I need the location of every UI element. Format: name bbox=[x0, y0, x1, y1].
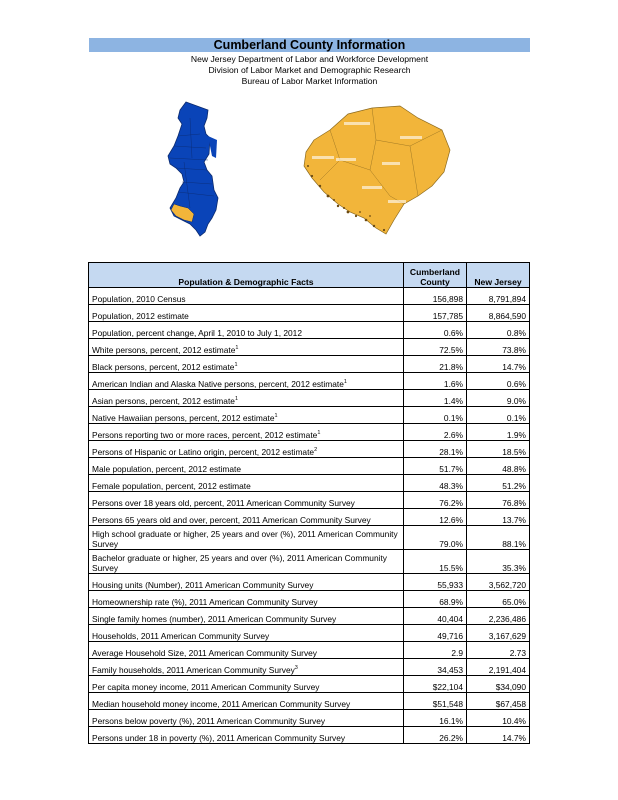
state-value: 3,167,629 bbox=[467, 625, 530, 642]
state-value: 18.5% bbox=[467, 441, 530, 458]
row-label bbox=[89, 693, 404, 710]
row-label-text: Persons reporting two or more races, percent, 2012 estimate bbox=[92, 430, 318, 440]
footnote-marker: 2 bbox=[314, 447, 318, 454]
subtitle-bureau: Bureau of Labor Market Information bbox=[241, 76, 378, 86]
row-label bbox=[89, 676, 404, 693]
row-label bbox=[89, 659, 404, 676]
table-row bbox=[89, 322, 530, 339]
state-value: 65.0% bbox=[467, 591, 530, 608]
row-label-text: Population, 2010 Census bbox=[92, 294, 186, 304]
state-value: 0.1% bbox=[467, 407, 530, 424]
row-label-text: Single family homes (number), 2011 American Community Survey bbox=[92, 614, 337, 624]
table-row bbox=[89, 642, 530, 659]
table-row bbox=[89, 441, 530, 458]
table-row bbox=[89, 676, 530, 693]
row-label bbox=[89, 608, 404, 625]
row-label bbox=[89, 288, 404, 305]
maps bbox=[160, 98, 460, 248]
row-label bbox=[89, 356, 404, 373]
row-label bbox=[89, 492, 404, 509]
table-row bbox=[89, 574, 530, 591]
row-label-text: High school graduate or higher, 25 years and over (%), 2011 American Community Survey bbox=[92, 529, 398, 549]
county-value: 21.8% bbox=[404, 356, 467, 373]
row-label-text: Persons below poverty (%), 2011 American Community Survey bbox=[92, 716, 326, 726]
table-row bbox=[89, 458, 530, 475]
state-value: 88.1% bbox=[467, 526, 530, 550]
row-label-text: Female population, percent, 2012 estimate bbox=[92, 481, 251, 491]
table-row bbox=[89, 625, 530, 642]
table-row bbox=[89, 550, 530, 574]
row-label-text: Population, percent change, April 1, 2010 to July 1, 2012 bbox=[92, 328, 302, 338]
county-value: 157,785 bbox=[404, 305, 467, 322]
county-value: 40,404 bbox=[404, 608, 467, 625]
row-label bbox=[89, 458, 404, 475]
row-label-text: Asian persons, percent, 2012 estimate bbox=[92, 396, 235, 406]
table-row bbox=[89, 305, 530, 322]
state-value: $67,458 bbox=[467, 693, 530, 710]
row-label bbox=[89, 550, 404, 574]
county-value: 76.2% bbox=[404, 492, 467, 509]
county-value: 79.0% bbox=[404, 526, 467, 550]
state-value: 48.8% bbox=[467, 458, 530, 475]
row-label bbox=[89, 424, 404, 441]
table-header-row bbox=[89, 263, 530, 288]
state-value: 13.7% bbox=[467, 509, 530, 526]
row-label-text: Bachelor graduate or higher, 25 years and over (%), 2011 American Community Survey bbox=[92, 553, 387, 573]
county-value: 72.5% bbox=[404, 339, 467, 356]
row-label bbox=[89, 390, 404, 407]
nj-map-icon bbox=[168, 102, 218, 236]
row-label-text: Population, 2012 estimate bbox=[92, 311, 189, 321]
row-label-text: Median household money income, 2011 American Community Survey bbox=[92, 699, 351, 709]
col-header-county: Cumberland County bbox=[404, 263, 467, 288]
row-label bbox=[89, 339, 404, 356]
footnote-marker: 1 bbox=[343, 379, 347, 386]
row-label bbox=[89, 574, 404, 591]
demographic-facts-table bbox=[88, 262, 530, 744]
state-value: 2,191,404 bbox=[467, 659, 530, 676]
row-label-text: Native Hawaiian persons, percent, 2012 estimate bbox=[92, 413, 275, 423]
county-value: $22,104 bbox=[404, 676, 467, 693]
state-value: 35.3% bbox=[467, 550, 530, 574]
county-value: 48.3% bbox=[404, 475, 467, 492]
footnote-marker: 1 bbox=[235, 345, 239, 352]
row-label bbox=[89, 625, 404, 642]
county-value: 16.1% bbox=[404, 710, 467, 727]
row-label-text: Persons 65 years old and over, percent, 2011 American Community Survey bbox=[92, 515, 371, 525]
county-value: $51,548 bbox=[404, 693, 467, 710]
footnote-marker: 1 bbox=[317, 430, 321, 437]
row-label-text: Housing units (Number), 2011 American Community Survey bbox=[92, 580, 314, 590]
state-value: 0.8% bbox=[467, 322, 530, 339]
state-value: 1.9% bbox=[467, 424, 530, 441]
table-row bbox=[89, 509, 530, 526]
row-label-text: Households, 2011 American Community Survey bbox=[92, 631, 270, 641]
row-label bbox=[89, 509, 404, 526]
row-label-text: Persons over 18 years old, percent, 2011 American Community Survey bbox=[92, 498, 355, 508]
subtitle-division: Division of Labor Market and Demographic Research bbox=[208, 65, 411, 75]
row-label-text: Family households, 2011 American Community Survey bbox=[92, 665, 295, 675]
county-value: 0.1% bbox=[404, 407, 467, 424]
state-value: 51.2% bbox=[467, 475, 530, 492]
row-label bbox=[89, 322, 404, 339]
table-row bbox=[89, 659, 530, 676]
table-row bbox=[89, 526, 530, 550]
row-label-text: Male population, percent, 2012 estimate bbox=[92, 464, 241, 474]
county-value: 51.7% bbox=[404, 458, 467, 475]
row-label-text: Per capita money income, 2011 American Community Survey bbox=[92, 682, 320, 692]
county-value: 34,453 bbox=[404, 659, 467, 676]
county-value: 156,898 bbox=[404, 288, 467, 305]
row-label-text: Homeownership rate (%), 2011 American Community Survey bbox=[92, 597, 318, 607]
footnote-marker: 1 bbox=[234, 362, 238, 369]
table-row bbox=[89, 339, 530, 356]
state-value: 2.73 bbox=[467, 642, 530, 659]
table-row bbox=[89, 710, 530, 727]
table-row bbox=[89, 492, 530, 509]
row-label bbox=[89, 305, 404, 322]
county-value: 26.2% bbox=[404, 727, 467, 744]
county-value: 2.6% bbox=[404, 424, 467, 441]
row-label bbox=[89, 441, 404, 458]
row-label bbox=[89, 591, 404, 608]
page-title: Cumberland County Information bbox=[89, 38, 530, 52]
row-label bbox=[89, 407, 404, 424]
county-value: 28.1% bbox=[404, 441, 467, 458]
table-row bbox=[89, 288, 530, 305]
county-value: 15.5% bbox=[404, 550, 467, 574]
table-row bbox=[89, 424, 530, 441]
row-label-text: Persons of Hispanic or Latino origin, percent, 2012 estimate bbox=[92, 447, 315, 457]
state-value: $34,090 bbox=[467, 676, 530, 693]
table-row bbox=[89, 727, 530, 744]
state-value: 10.4% bbox=[467, 710, 530, 727]
table-row bbox=[89, 356, 530, 373]
row-label bbox=[89, 373, 404, 390]
state-value: 3,562,720 bbox=[467, 574, 530, 591]
table-row bbox=[89, 373, 530, 390]
row-label-text: Persons under 18 in poverty (%), 2011 American Community Survey bbox=[92, 733, 346, 743]
county-value: 1.4% bbox=[404, 390, 467, 407]
subtitle-department: New Jersey Department of Labor and Workforce Development bbox=[190, 54, 429, 64]
col-header-label: Population & Demographic Facts bbox=[89, 263, 404, 288]
county-map-icon bbox=[304, 106, 450, 234]
county-value: 49,716 bbox=[404, 625, 467, 642]
county-value: 55,933 bbox=[404, 574, 467, 591]
county-value: 68.9% bbox=[404, 591, 467, 608]
state-value: 2,236,486 bbox=[467, 608, 530, 625]
county-value: 0.6% bbox=[404, 322, 467, 339]
col-header-state: New Jersey bbox=[467, 263, 530, 288]
state-value: 14.7% bbox=[467, 727, 530, 744]
state-value: 0.6% bbox=[467, 373, 530, 390]
county-value: 1.6% bbox=[404, 373, 467, 390]
row-label bbox=[89, 642, 404, 659]
row-label-text: White persons, percent, 2012 estimate bbox=[92, 345, 236, 355]
table-row bbox=[89, 390, 530, 407]
state-value: 76.8% bbox=[467, 492, 530, 509]
table-row bbox=[89, 591, 530, 608]
state-value: 9.0% bbox=[467, 390, 530, 407]
row-label-text: Average Household Size, 2011 American Community Survey bbox=[92, 648, 317, 658]
row-label bbox=[89, 526, 404, 550]
row-label-text: Black persons, percent, 2012 estimate bbox=[92, 362, 235, 372]
county-value: 2.9 bbox=[404, 642, 467, 659]
table-row bbox=[89, 407, 530, 424]
row-label-text: American Indian and Alaska Native persons, percent, 2012 estimate bbox=[92, 379, 344, 389]
row-label bbox=[89, 475, 404, 492]
table-row bbox=[89, 693, 530, 710]
state-value: 73.8% bbox=[467, 339, 530, 356]
footnote-marker: 1 bbox=[274, 413, 278, 420]
state-value: 8,864,590 bbox=[467, 305, 530, 322]
row-label bbox=[89, 727, 404, 744]
footnote-marker: 1 bbox=[234, 396, 238, 403]
state-value: 8,791,894 bbox=[467, 288, 530, 305]
table-row bbox=[89, 608, 530, 625]
footnote-marker: 3 bbox=[294, 665, 298, 672]
state-value: 14.7% bbox=[467, 356, 530, 373]
row-label bbox=[89, 710, 404, 727]
county-value: 12.6% bbox=[404, 509, 467, 526]
table-row bbox=[89, 475, 530, 492]
